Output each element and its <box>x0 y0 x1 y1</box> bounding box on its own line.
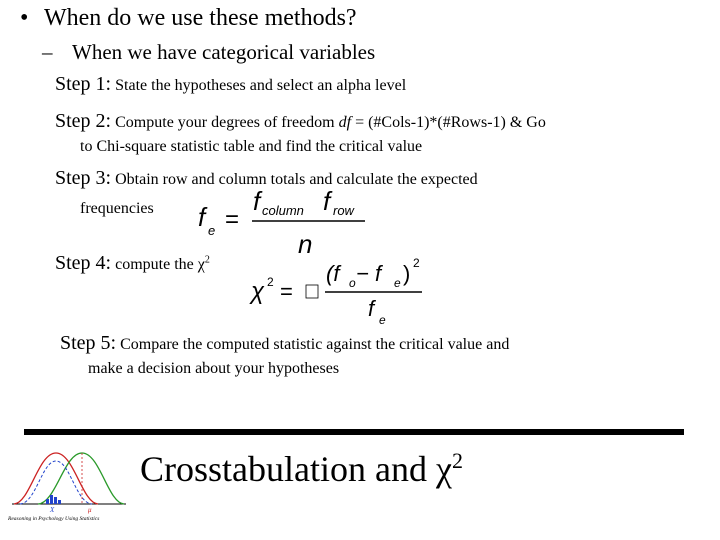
step-3-continuation: frequencies <box>80 200 154 217</box>
logo-bar <box>50 495 53 504</box>
logo-bar <box>54 497 57 504</box>
footer-chi-superscript: 2 <box>451 448 463 473</box>
bullet-heading <box>20 5 357 32</box>
f-row-symbol: f <box>323 186 331 216</box>
chi-symbol: χ <box>197 256 205 273</box>
fe-subscript: e <box>208 223 216 238</box>
step-4-text: compute the <box>111 256 198 273</box>
df-formula: = (#Cols-1)*(#Rows-1) & Go <box>351 114 546 131</box>
chi-square-formula <box>248 252 428 330</box>
observed-minus-expected-close: ) <box>403 261 411 286</box>
fe-symbol: f <box>198 202 206 232</box>
f-column-subscript: column <box>262 203 304 218</box>
step-2-text: Compute your degrees of freedom <box>111 114 339 131</box>
chi-equals-sign: = <box>280 279 293 304</box>
step-1 <box>55 73 406 96</box>
sub-bullet <box>42 40 375 65</box>
bullet-text: When do we use these methods? <box>44 5 357 31</box>
placeholder-box <box>306 285 318 298</box>
chi-square-symbol: χ <box>251 278 265 305</box>
logo-caption: Reasoning in Psychology Using Statistics <box>8 516 100 522</box>
equals-sign: = <box>225 206 240 233</box>
step-5-text: Compare the computed statistic against the critical value and <box>116 336 510 353</box>
chi-superscript: 2 <box>204 254 210 266</box>
step-5-label: Step 5: <box>60 332 117 354</box>
logo-bar <box>46 499 49 504</box>
step-2-continuation: to Chi-square statistic table and find the critical value <box>80 138 423 155</box>
logo-label-mu: μ <box>88 506 92 514</box>
step-3-label: Step 3: <box>55 167 112 189</box>
step-2 <box>55 110 546 133</box>
footer-title-text: Crosstabulation and <box>140 449 436 489</box>
df-symbol: df <box>338 114 352 131</box>
chi-square-superscript: 2 <box>267 275 274 289</box>
step-5 <box>60 332 509 355</box>
step-1-text: State the hypotheses and select an alpha level <box>111 77 407 94</box>
n-symbol: n <box>298 229 313 258</box>
footer-title <box>140 448 463 490</box>
numerator-superscript: 2 <box>413 256 420 270</box>
sub-bullet-text: When we have categorical variables <box>72 40 376 64</box>
logo-curve-red <box>14 453 98 504</box>
f-column-symbol: f <box>253 186 261 216</box>
footer-chi-symbol: χ <box>435 449 452 489</box>
expected-frequency-formula <box>195 183 380 258</box>
footer-rule <box>24 429 684 435</box>
dash-symbol: – <box>42 40 53 64</box>
observed-subscript: o <box>349 276 356 290</box>
expected-subscript: e <box>394 276 401 290</box>
logo-label-x: X <box>50 506 55 514</box>
denominator-subscript: e <box>379 313 386 327</box>
bullet-symbol: • <box>20 5 29 31</box>
step-5-continuation: make a decision about your hypotheses <box>88 360 340 377</box>
step-4-label: Step 4: <box>55 252 112 274</box>
observed-minus-expected-mid: − f <box>356 261 382 286</box>
logo-bar <box>58 500 61 504</box>
f-row-subscript: row <box>333 203 354 218</box>
observed-minus-expected-open: (f <box>326 261 340 286</box>
step-2-label: Step 2: <box>55 110 112 132</box>
course-logo <box>8 447 130 522</box>
step-3-text: Obtain row and column totals and calculate the expected <box>111 171 478 188</box>
denominator-symbol: f <box>368 296 375 321</box>
step-4 <box>55 252 210 275</box>
step-1-label: Step 1: <box>55 73 112 95</box>
